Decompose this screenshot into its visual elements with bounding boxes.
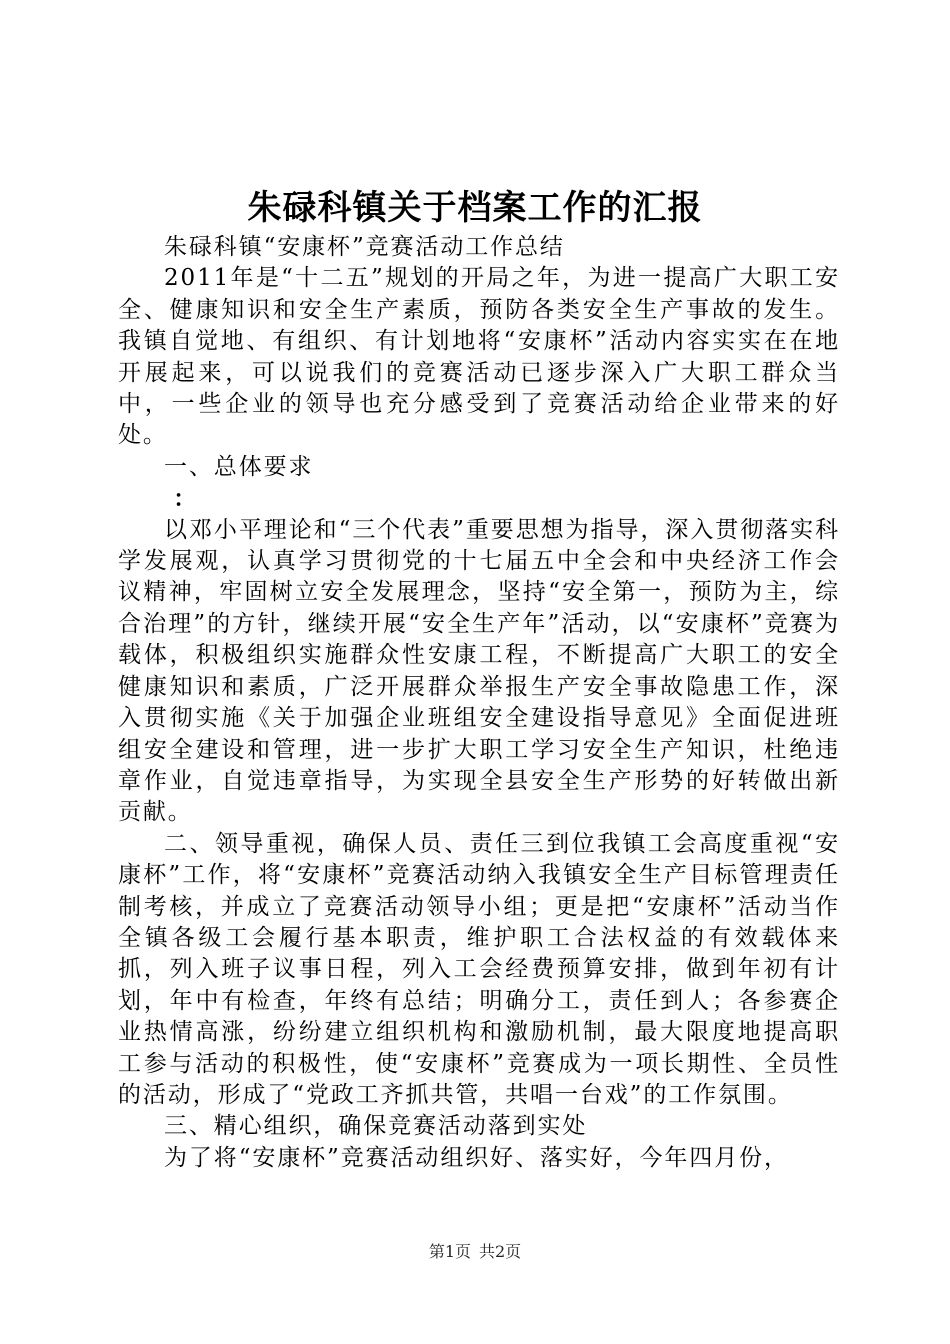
paragraph-guideline: 以邓小平理论和“三个代表”重要思想为指导，深入贯彻落实科学发展观，认真学习贯彻党的十七届五中全会和中央经济工作会议精神，牢固树立安全发展理念，坚持“安全第一，预防为主，综合治理”的方针，继续开展“安全生产年”活动，以“安康杯”竞赛为载体，积极组织实施群众性安康工程，不断提高广大职工的安全健康知识和素质，广泛开展群众举报生产安全事故隐患工作，深入贯彻实施《关于加强企业班组安全建设指导意见》全面促进班组安全建设和管理，进一步扩大职工学习安全生产知识，杜绝违章作业，自觉违章指导，为实现全县安全生产形势的好转做出新贡献。 bbox=[118, 516, 840, 826]
heading-section-1: 一、总体要求 bbox=[164, 453, 314, 480]
paragraph-subtitle: 朱碌科镇“安康杯”竞赛活动工作总结 bbox=[164, 234, 565, 260]
paragraph-colon: ： bbox=[173, 485, 199, 513]
heading-section-3: 三、精心组织，确保竞赛活动落到实处 bbox=[164, 1113, 588, 1140]
page-number: 第1页 bbox=[428, 1242, 471, 1261]
page-total: 共2页 bbox=[479, 1242, 522, 1261]
paragraph-section-2: 二、领导重视，确保人员、责任三到位我镇工会高度重视“安康杯”工作，将“安康杯”竞赛活动纳入我镇安全生产目标管理责任制考核，并成立了竞赛活动领导小组；更是把“安康杯”活动当作全镇各级工会履行基本职责，维护职工合法权益的有效载体来抓，列入班子议事日程，列入工会经费预算安排，做到年初有计划，年中有检查，年终有总结；明确分工，责任到人；各参赛企业热情高涨，纷纷建立组织机构和激励机制，最大限度地提高职工参与活动的积极性，使“安康杯”竞赛成为一项长期性、全员性的活动，形成了“党政工齐抓共管，共唱一台戏”的工作氛围。 bbox=[118, 830, 840, 1108]
paragraph-section-3-start: 为了将“安康杯”竞赛活动组织好、落实好，今年四月份， bbox=[164, 1144, 789, 1171]
paragraph-intro: 2011年是“十二五”规划的开局之年，为进一提高广大职工安全、健康知识和安全生产素质，预防各类安全生产事故的发生。我镇自觉地、有组织、有计划地将“安康杯”活动内容实实在在地开展起来，可以说我们的竞赛活动已逐步深入广大职工群众当中，一些企业的领导也充分感受到了竞赛活动给企业带来的好处。 bbox=[118, 265, 840, 449]
document-body bbox=[118, 232, 840, 1174]
document-title: 朱碌科镇关于档案工作的汇报 bbox=[247, 188, 703, 228]
page-footer bbox=[0, 1242, 950, 1262]
